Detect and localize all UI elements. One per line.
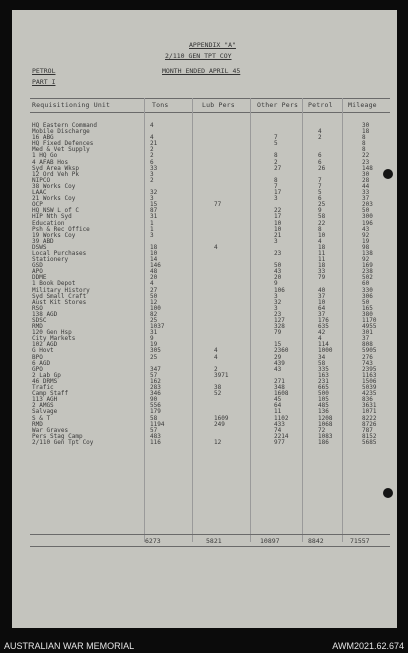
cell-lub-pers: 249 bbox=[214, 420, 225, 428]
cell-unit: HIP Nth Syd bbox=[32, 213, 72, 221]
cell-other-pers: 328 bbox=[274, 323, 285, 331]
cell-unit: 4 AFAB Hos bbox=[32, 158, 69, 166]
cell-tons: 31 bbox=[150, 329, 158, 337]
cell-other-pers: 1102 bbox=[274, 414, 289, 422]
cell-mileage: 50 bbox=[362, 298, 370, 306]
cell-other-pers: 27 bbox=[274, 164, 282, 172]
cell-lub-pers: 3971 bbox=[214, 371, 229, 379]
cell-other-pers: 3 bbox=[274, 237, 278, 245]
cell-mileage: 808 bbox=[362, 341, 373, 349]
punch-hole bbox=[383, 488, 393, 498]
cell-mileage: 33 bbox=[362, 189, 370, 197]
total-tons: 6273 bbox=[145, 537, 161, 545]
cell-petrol: 4 bbox=[318, 128, 322, 136]
cell-unit: War Graves bbox=[32, 426, 69, 434]
cell-mileage: 787 bbox=[362, 426, 373, 434]
cell-tons: 3 bbox=[150, 170, 154, 178]
cell-mileage: 301 bbox=[362, 329, 373, 337]
cell-petrol: 105 bbox=[318, 396, 329, 404]
cell-tons: 347 bbox=[150, 365, 161, 373]
cell-mileage: 836 bbox=[362, 396, 373, 404]
cell-tons: 2 bbox=[150, 146, 154, 154]
cell-mileage: 98 bbox=[362, 243, 370, 251]
cell-petrol: 64 bbox=[318, 304, 326, 312]
cell-petrol: 665 bbox=[318, 384, 329, 392]
cell-unit: DDME bbox=[32, 274, 47, 282]
cell-petrol: 163 bbox=[318, 371, 329, 379]
table-header-rule bbox=[30, 112, 390, 113]
cell-mileage: 1163 bbox=[362, 371, 377, 379]
cell-unit: Aust Kit Stores bbox=[32, 298, 87, 306]
document-page bbox=[12, 10, 397, 628]
petrol-heading: PETROL bbox=[32, 67, 56, 75]
footer-credit: AUSTRALIAN WAR MEMORIAL bbox=[4, 641, 135, 651]
cell-other-pers: 32 bbox=[274, 298, 282, 306]
cell-petrol: 37 bbox=[318, 292, 326, 300]
cell-unit: GPO bbox=[32, 365, 43, 373]
cell-lub-pers: 4 bbox=[214, 243, 218, 251]
cell-unit: SDSC bbox=[32, 317, 47, 324]
cell-unit: 21 Works Coy bbox=[32, 195, 76, 203]
cell-unit: Syd Area Wksp bbox=[32, 164, 79, 172]
cell-unit: HQ NSW L of C bbox=[32, 207, 79, 215]
cell-mileage: 165 bbox=[362, 304, 373, 312]
cell-mileage: 4955 bbox=[362, 323, 377, 331]
cell-petrol: 1000 bbox=[318, 347, 333, 355]
cell-petrol: 22 bbox=[318, 219, 326, 227]
cell-tons: 33 bbox=[150, 164, 158, 172]
cell-other-pers: 271 bbox=[274, 377, 285, 385]
cell-mileage: 50 bbox=[362, 207, 370, 215]
cell-petrol: 7 bbox=[318, 182, 322, 190]
cell-tons: 90 bbox=[150, 396, 158, 404]
cell-tons: 1037 bbox=[150, 323, 165, 331]
cell-unit: 38 Works Coy bbox=[32, 182, 76, 190]
total-mileage: 71557 bbox=[350, 537, 370, 545]
cell-tons: 57 bbox=[150, 426, 158, 434]
cell-petrol: 34 bbox=[318, 353, 326, 361]
cell-other-pers: 64 bbox=[274, 402, 282, 410]
cell-tons: 31 bbox=[150, 213, 158, 221]
cell-unit: 12 Ord Veh Pk bbox=[32, 170, 79, 178]
cell-tons: 87 bbox=[150, 207, 158, 215]
col-header-lub: Lub Pers bbox=[202, 101, 235, 109]
cell-unit: 16 ABG bbox=[32, 134, 54, 142]
cell-unit: Syd Small Craft bbox=[32, 292, 87, 300]
cell-mileage: 28 bbox=[362, 176, 370, 184]
cell-unit: BPO bbox=[32, 353, 43, 361]
cell-unit: 46 DRMS bbox=[32, 377, 58, 385]
cell-lub-pers: 38 bbox=[214, 384, 222, 392]
cell-other-pers: 23 bbox=[274, 310, 282, 318]
cell-lub-pers: 77 bbox=[214, 201, 222, 209]
cell-mileage: 92 bbox=[362, 256, 370, 264]
total-lub: 5821 bbox=[206, 537, 222, 545]
cell-other-pers: 5 bbox=[274, 140, 278, 148]
cell-tons: 4 bbox=[150, 122, 154, 129]
col-header-tons: Tons bbox=[152, 101, 169, 109]
cell-petrol: 9 bbox=[318, 207, 322, 215]
cell-tons: 12 bbox=[150, 298, 158, 306]
cell-mileage: 44 bbox=[362, 182, 370, 190]
cell-tons: 3 bbox=[150, 195, 154, 203]
cell-petrol: 8 bbox=[318, 225, 322, 233]
cell-mileage: 2395 bbox=[362, 365, 377, 373]
cell-mileage: 196 bbox=[362, 219, 373, 227]
cell-tons: 2 bbox=[150, 176, 154, 184]
cell-tons: 162 bbox=[150, 377, 161, 385]
cell-mileage: 4235 bbox=[362, 390, 377, 398]
cell-petrol: 1068 bbox=[318, 420, 333, 428]
cell-other-pers: 10 bbox=[274, 219, 282, 227]
cell-tons: 146 bbox=[150, 262, 161, 270]
cell-tons: 2 bbox=[150, 152, 154, 160]
cell-petrol: 6 bbox=[318, 152, 322, 160]
cell-tons: 21 bbox=[150, 140, 158, 148]
part-heading: PART I bbox=[32, 78, 56, 86]
cell-other-pers: 43 bbox=[274, 365, 282, 373]
cell-petrol: 335 bbox=[318, 365, 329, 373]
cell-mileage: 30 bbox=[362, 170, 370, 178]
cell-other-pers: 43 bbox=[274, 268, 282, 276]
col-header-other: Other Pers bbox=[257, 101, 299, 109]
month-heading: MONTH ENDED APRIL 45 bbox=[162, 67, 241, 75]
cell-mileage: 30 bbox=[362, 122, 370, 129]
cell-unit: 2 AMGS bbox=[32, 402, 54, 410]
cell-mileage: 306 bbox=[362, 292, 373, 300]
cell-other-pers: 45 bbox=[274, 396, 282, 404]
cell-petrol: 58 bbox=[318, 359, 326, 367]
cell-petrol: 4 bbox=[318, 237, 322, 245]
cell-unit: Psh & Rec Office bbox=[32, 225, 90, 233]
cell-petrol: 635 bbox=[318, 323, 329, 331]
cell-petrol: 11 bbox=[318, 249, 326, 257]
cell-petrol: 18 bbox=[318, 262, 326, 270]
cell-other-pers: 10 bbox=[274, 225, 282, 233]
cell-mileage: 22 bbox=[362, 152, 370, 160]
cell-petrol: 1208 bbox=[318, 414, 333, 422]
cell-petrol: 25 bbox=[318, 201, 326, 209]
cell-mileage: 37 bbox=[362, 195, 370, 203]
cell-lub-pers: 52 bbox=[214, 390, 222, 398]
cell-unit: Mobile Discharge bbox=[32, 128, 90, 136]
cell-other-pers: 8 bbox=[274, 176, 278, 184]
cell-unit: 102 AGD bbox=[32, 341, 58, 349]
cell-other-pers: 7 bbox=[274, 134, 278, 142]
cell-unit: HQ Fixed Defences bbox=[32, 140, 94, 148]
cell-other-pers: 3 bbox=[274, 292, 278, 300]
total-petrol: 8842 bbox=[308, 537, 324, 545]
cell-unit: RMD bbox=[32, 323, 43, 331]
cell-mileage: 92 bbox=[362, 231, 370, 239]
cell-petrol: 37 bbox=[318, 310, 326, 318]
cell-mileage: 8 bbox=[362, 146, 366, 154]
cell-mileage: 37 bbox=[362, 335, 370, 343]
cell-petrol: 186 bbox=[318, 438, 329, 446]
cell-other-pers: 7 bbox=[274, 182, 278, 190]
cell-unit: 6 AGD bbox=[32, 359, 51, 367]
col-header-mileage: Mileage bbox=[348, 101, 377, 109]
cell-other-pers: 23 bbox=[274, 249, 282, 257]
cell-mileage: 380 bbox=[362, 310, 373, 318]
cell-petrol: 26 bbox=[318, 164, 326, 172]
cell-other-pers: 17 bbox=[274, 189, 282, 197]
cell-petrol: 42 bbox=[318, 329, 326, 337]
cell-other-pers: 977 bbox=[274, 438, 285, 446]
cell-other-pers: 9 bbox=[274, 280, 278, 288]
table-top-rule bbox=[30, 98, 390, 99]
cell-unit: 138 AGD bbox=[32, 310, 58, 318]
cell-lub-pers: 1609 bbox=[214, 414, 229, 422]
cell-petrol: 72 bbox=[318, 426, 326, 434]
cell-tons: 18 bbox=[150, 243, 158, 251]
cell-other-pers: 348 bbox=[274, 384, 285, 392]
cell-petrol: 40 bbox=[318, 286, 326, 294]
totals-rule bbox=[30, 534, 390, 535]
cell-mileage: 169 bbox=[362, 262, 373, 270]
cell-petrol: 7 bbox=[318, 176, 322, 184]
cell-other-pers: 11 bbox=[274, 408, 282, 416]
cell-lub-pers: 4 bbox=[214, 353, 218, 361]
cell-tons: 283 bbox=[150, 384, 161, 392]
cell-mileage: 1170 bbox=[362, 317, 377, 324]
footer-accession-number: AWM2021.62.674 bbox=[332, 641, 404, 651]
cell-petrol: 1083 bbox=[318, 432, 333, 440]
cell-tons: 116 bbox=[150, 438, 161, 446]
cell-tons: 305 bbox=[150, 347, 161, 355]
cell-other-pers: 22 bbox=[274, 207, 282, 215]
cell-unit: Trafic bbox=[32, 384, 54, 392]
cell-unit: OCP bbox=[32, 201, 43, 209]
cell-petrol: 79 bbox=[318, 274, 326, 282]
cell-mileage: 148 bbox=[362, 164, 373, 172]
cell-other-pers: 2360 bbox=[274, 347, 289, 355]
cell-tons: 32 bbox=[150, 189, 158, 197]
cell-other-pers: 106 bbox=[274, 286, 285, 294]
cell-unit: 19 Works Coy bbox=[32, 231, 76, 239]
cell-unit: APO bbox=[32, 268, 43, 276]
appendix-title: APPENDIX "A" bbox=[189, 41, 236, 49]
cell-tons: 1 bbox=[150, 225, 154, 233]
cell-unit: HQ Eastern Command bbox=[32, 122, 98, 129]
cell-lub-pers: 2 bbox=[214, 365, 218, 373]
cell-tons: 50 bbox=[150, 292, 158, 300]
cell-unit: RSO bbox=[32, 304, 43, 312]
cell-mileage: 8152 bbox=[362, 432, 377, 440]
cell-unit: RMD bbox=[32, 420, 43, 428]
cell-tons: 179 bbox=[150, 408, 161, 416]
cell-mileage: 138 bbox=[362, 249, 373, 257]
cell-other-pers: 50 bbox=[274, 262, 282, 270]
cell-other-pers: 2214 bbox=[274, 432, 289, 440]
total-other: 10897 bbox=[260, 537, 280, 545]
cell-unit: G Hovt bbox=[32, 347, 54, 355]
cell-mileage: 330 bbox=[362, 286, 373, 294]
cell-tons: 57 bbox=[150, 371, 158, 379]
cell-unit: Camp Staff bbox=[32, 390, 69, 398]
cell-unit: GSD bbox=[32, 262, 43, 270]
cell-tons: 19 bbox=[150, 341, 158, 349]
cell-petrol: 231 bbox=[318, 377, 329, 385]
cell-mileage: 43 bbox=[362, 225, 370, 233]
cell-tons: 9 bbox=[150, 335, 154, 343]
cell-tons: 1 bbox=[150, 219, 154, 227]
cell-mileage: 5905 bbox=[362, 347, 377, 355]
cell-other-pers: 439 bbox=[274, 359, 285, 367]
cell-unit: Stationery bbox=[32, 256, 69, 264]
cell-mileage: 203 bbox=[362, 201, 373, 209]
cell-petrol: 176 bbox=[318, 317, 329, 324]
cell-petrol: 6 bbox=[318, 158, 322, 166]
cell-other-pers: 1608 bbox=[274, 390, 289, 398]
cell-tons: 346 bbox=[150, 390, 161, 398]
cell-petrol: 114 bbox=[318, 341, 329, 349]
cell-tons: 556 bbox=[150, 402, 161, 410]
cell-tons: 10 bbox=[150, 249, 158, 257]
cell-mileage: 300 bbox=[362, 213, 373, 221]
cell-petrol: 485 bbox=[318, 402, 329, 410]
cell-tons: 27 bbox=[150, 286, 158, 294]
cell-mileage: 743 bbox=[362, 359, 373, 367]
cell-tons: 48 bbox=[150, 268, 158, 276]
cell-tons: 483 bbox=[150, 432, 161, 440]
cell-petrol: 4 bbox=[318, 335, 322, 343]
cell-mileage: 8222 bbox=[362, 414, 377, 422]
cell-other-pers: 3 bbox=[274, 304, 278, 312]
cell-petrol: 136 bbox=[318, 408, 329, 416]
cell-unit: 120 Gen Hsp bbox=[32, 329, 72, 337]
cell-mileage: 5039 bbox=[362, 384, 377, 392]
cell-tons: 58 bbox=[150, 414, 158, 422]
cell-petrol: 33 bbox=[318, 268, 326, 276]
cell-mileage: 60 bbox=[362, 280, 370, 288]
cell-petrol: 10 bbox=[318, 231, 326, 239]
cell-other-pers: 17 bbox=[274, 213, 282, 221]
cell-lub-pers: 12 bbox=[214, 438, 222, 446]
cell-mileage: 276 bbox=[362, 353, 373, 361]
cell-tons: 6 bbox=[150, 158, 154, 166]
cell-mileage: 23 bbox=[362, 158, 370, 166]
cell-petrol: 2 bbox=[318, 134, 322, 142]
cell-tons: 25 bbox=[150, 353, 158, 361]
requisition-table-body bbox=[32, 123, 387, 446]
cell-tons: 4 bbox=[150, 280, 154, 288]
cell-petrol: 10 bbox=[318, 298, 326, 306]
unit-title: 2/110 GEN TPT COY bbox=[165, 52, 232, 60]
cell-unit: DSWS bbox=[32, 243, 47, 251]
cell-mileage: 502 bbox=[362, 274, 373, 282]
table-bottom-rule bbox=[30, 546, 390, 547]
cell-tons: 14 bbox=[150, 256, 158, 264]
cell-mileage: 18 bbox=[362, 128, 370, 136]
cell-unit: 1 Book Depot bbox=[32, 280, 76, 288]
cell-other-pers: 21 bbox=[274, 231, 282, 239]
cell-petrol: 11 bbox=[318, 256, 326, 264]
cell-unit: Salvage bbox=[32, 408, 58, 416]
cell-other-pers: 15 bbox=[274, 341, 282, 349]
cell-mileage: 238 bbox=[362, 268, 373, 276]
cell-tons: 82 bbox=[150, 310, 158, 318]
cell-petrol: 58 bbox=[318, 213, 326, 221]
cell-unit: Military History bbox=[32, 286, 90, 294]
cell-unit: City Markets bbox=[32, 335, 76, 343]
cell-unit: 1 HQ Go bbox=[32, 152, 58, 160]
cell-tons: 3 bbox=[150, 231, 154, 239]
cell-mileage: 8 bbox=[362, 140, 366, 148]
cell-unit: Education bbox=[32, 219, 65, 227]
cell-petrol: 6 bbox=[318, 195, 322, 203]
cell-mileage: 8 bbox=[362, 134, 366, 142]
col-header-petrol: Petrol bbox=[308, 101, 333, 109]
cell-unit: 2 Lab Gp bbox=[32, 371, 61, 379]
cell-tons: 25 bbox=[150, 317, 158, 324]
cell-unit: 39 ABD bbox=[32, 237, 54, 245]
cell-petrol: 500 bbox=[318, 390, 329, 398]
cell-mileage: 5685 bbox=[362, 438, 377, 446]
cell-mileage: 8726 bbox=[362, 420, 377, 428]
cell-other-pers: 433 bbox=[274, 420, 285, 428]
table-row bbox=[32, 440, 387, 446]
cell-unit: 113 AGH bbox=[32, 396, 58, 404]
cell-mileage: 3631 bbox=[362, 402, 377, 410]
cell-petrol: 5 bbox=[318, 189, 322, 197]
cell-other-pers: 74 bbox=[274, 426, 282, 434]
cell-unit: S & T bbox=[32, 414, 51, 422]
cell-tons: 100 bbox=[150, 304, 161, 312]
cell-unit: Med & Vet Supply bbox=[32, 146, 90, 154]
cell-mileage: 1506 bbox=[362, 377, 377, 385]
cell-other-pers: 2 bbox=[274, 158, 278, 166]
cell-other-pers: 127 bbox=[274, 317, 285, 324]
cell-other-pers: 29 bbox=[274, 353, 282, 361]
cell-tons: 15 bbox=[150, 201, 158, 209]
cell-other-pers: 3 bbox=[274, 195, 278, 203]
cell-other-pers: 8 bbox=[274, 152, 278, 160]
cell-tons: 4 bbox=[150, 134, 154, 142]
cell-petrol: 18 bbox=[318, 243, 326, 251]
cell-lub-pers: 4 bbox=[214, 347, 218, 355]
cell-unit: NIPCO bbox=[32, 176, 51, 184]
cell-other-pers: 79 bbox=[274, 329, 282, 337]
cell-unit: Pers Stag Camp bbox=[32, 432, 83, 440]
cell-unit: LAAC bbox=[32, 189, 47, 197]
col-header-unit: Requisitioning Unit bbox=[32, 101, 111, 109]
cell-unit: Local Purchases bbox=[32, 249, 87, 257]
cell-tons: 20 bbox=[150, 274, 158, 282]
cell-unit: 2/110 Gen Tpt Coy bbox=[32, 438, 94, 446]
cell-mileage: 19 bbox=[362, 237, 370, 245]
cell-tons: 1194 bbox=[150, 420, 165, 428]
cell-other-pers: 20 bbox=[274, 274, 282, 282]
cell-mileage: 1071 bbox=[362, 408, 377, 416]
